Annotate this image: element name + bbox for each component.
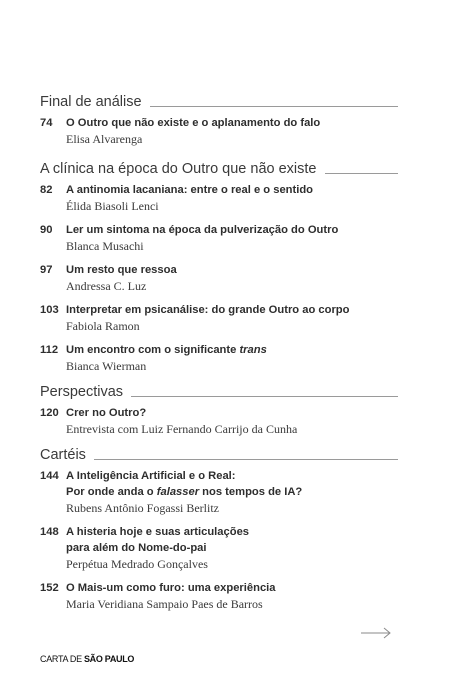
page-number: 112 (40, 344, 59, 356)
page-number: 74 (40, 117, 53, 129)
publication-logo (40, 654, 134, 664)
entry-title: A histeria hoje e suas articulações (66, 526, 250, 538)
section-perspectivas (40, 382, 398, 437)
section-clinica (40, 159, 398, 374)
section-header (40, 445, 398, 463)
entry-title-text: Um encontro com o significante (66, 344, 240, 356)
continuation-text: Por onde anda o (66, 486, 157, 498)
toc-entry[interactable] (40, 182, 398, 214)
section-divider (94, 459, 398, 460)
entry-author: Rubens Antônio Fogassi Berlitz (66, 501, 219, 515)
entry-title-continuation (40, 484, 398, 500)
section-header (40, 159, 398, 177)
section-header (40, 382, 398, 400)
entry-title: Um resto que ressoa (66, 264, 177, 276)
entry-author: Maria Veridiana Sampaio Paes de Barros (66, 597, 263, 611)
toc-entry[interactable] (40, 405, 398, 437)
entry-author: Entrevista com Luiz Fernando Carrijo da Cunha (66, 422, 298, 436)
toc-entry[interactable] (40, 580, 398, 612)
entry-title (66, 342, 398, 358)
section-divider (325, 173, 399, 174)
page-number: 144 (40, 470, 59, 482)
section-title: Cartéis (40, 447, 86, 463)
toc-entry[interactable] (40, 222, 398, 254)
section-carteis (40, 445, 398, 612)
toc-entry[interactable] (40, 302, 398, 334)
entry-title: A Inteligência Artificial e o Real: (66, 470, 236, 482)
entry-author: Perpétua Medrado Gonçalves (66, 557, 208, 571)
entry-author: Blanca Musachi (66, 239, 144, 253)
section-divider (131, 396, 398, 397)
toc-entry[interactable] (40, 342, 398, 374)
section-final-de-analise (40, 92, 398, 147)
entry-title: O Mais-um como furo: uma experiência (66, 582, 276, 594)
logo-text-part1: CARTA DE (40, 654, 84, 664)
arrow-right-icon[interactable] (360, 626, 392, 640)
page-number: 97 (40, 264, 53, 276)
entry-author: Elisa Alvarenga (66, 132, 143, 146)
toc-entry[interactable] (40, 262, 398, 294)
entry-author: Élida Biasoli Lenci (66, 199, 159, 213)
entry-title: O Outro que não existe e o aplanamento do falo (66, 117, 321, 129)
entry-author: Bianca Wierman (66, 359, 147, 373)
toc-entry[interactable] (40, 115, 398, 147)
continuation-text-end: nos tempos de IA? (199, 486, 303, 498)
page-number: 148 (40, 526, 59, 538)
page-number: 152 (40, 582, 59, 594)
entry-title: Ler um sintoma na época da pulverização do Outro (66, 224, 339, 236)
section-title: A clínica na época do Outro que não existe (40, 161, 317, 177)
entry-author: Andressa C. Luz (66, 279, 147, 293)
entry-title: A antinomia lacaniana: entre o real e o sentido (66, 184, 314, 196)
section-divider (150, 106, 398, 107)
toc-entry[interactable] (40, 524, 398, 572)
table-of-contents (40, 92, 398, 620)
page-number: 120 (40, 407, 59, 419)
entry-title: Crer no Outro? (66, 407, 147, 419)
continuation-italic: falasser (156, 486, 200, 498)
page-number: 82 (40, 184, 53, 196)
page-number: 90 (40, 224, 53, 236)
section-title: Perspectivas (40, 384, 124, 400)
entry-author: Fabiola Ramon (66, 319, 140, 333)
entry-title-continuation: para além do Nome-do-pai (66, 542, 207, 554)
entry-title: Interpretar em psicanálise: do grande Outro ao corpo (66, 304, 350, 316)
entry-title-italic: trans (239, 344, 267, 356)
page-number: 103 (40, 304, 59, 316)
section-header (40, 92, 398, 110)
section-title: Final de análise (40, 94, 142, 110)
toc-entry[interactable] (40, 468, 398, 516)
logo-text-part2: SÃO PAULO (83, 654, 135, 664)
